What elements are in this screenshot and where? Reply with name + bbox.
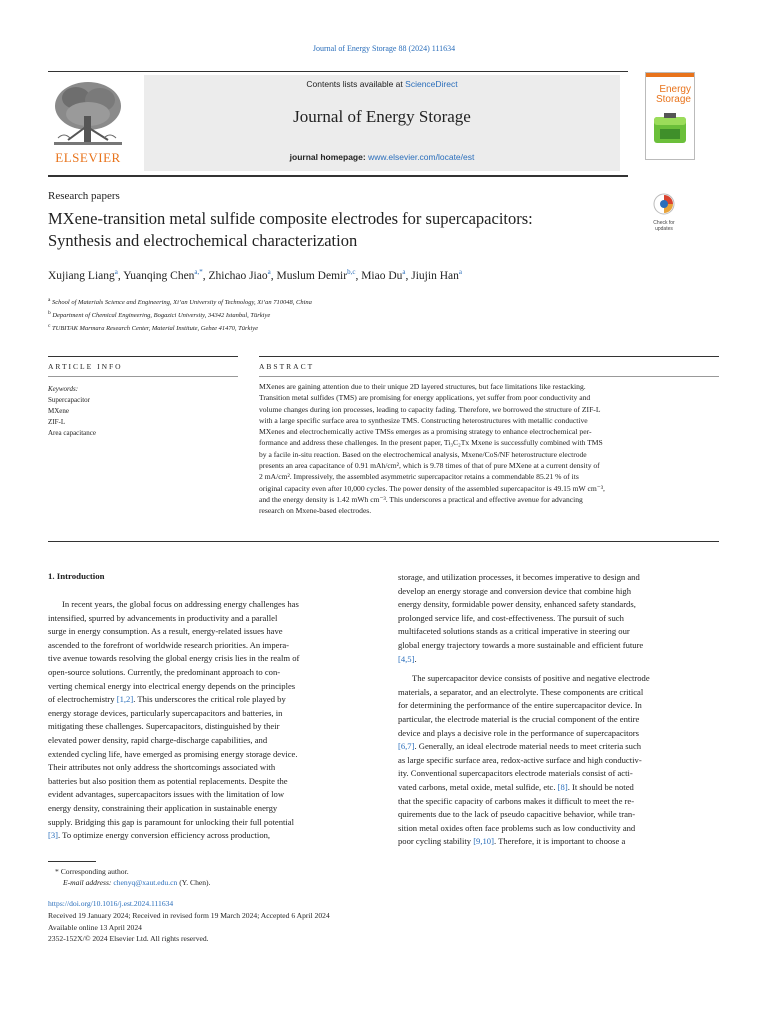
keyword: ZIF-L	[48, 418, 66, 426]
body-line: particular, the electrode material is the crucial component of the entire	[398, 713, 640, 724]
cover-battery-image	[650, 111, 690, 147]
body-line: In recent years, the global focus on addressing energy challenges has	[62, 599, 299, 609]
body-line: [6,7]. Generally, an ideal electrode material needs to meet criteria such	[398, 741, 642, 752]
article-section-label: Research papers	[48, 190, 120, 202]
abstract-line: MXenes are gaining attention due to their unique 2D layered structures, but face limitations like restacking.	[259, 382, 586, 391]
body-line: extended cycling life, have emerged as promising energy storage device.	[48, 748, 298, 759]
header-top-rule	[48, 71, 628, 72]
abstract-sub-rule	[259, 376, 719, 377]
cover-title-line1: Energy	[659, 84, 691, 95]
body-column-right	[398, 571, 719, 849]
body-line: energy density, formidable power density, enhanced safety standards,	[398, 599, 636, 610]
body-line: ascended to the forefront of worldwide research priorities. An impera-	[48, 639, 290, 650]
abstract-line: volume changes during ion processes, leading to capacity fading. Therefore, we borrowed the structure of ZIF-L	[259, 404, 601, 414]
body-line: intensified, spurred by advancements in productivity and a parallel	[48, 612, 278, 623]
abstract-top-rule	[259, 356, 719, 357]
body-line: mitigating these challenges. Supercapacitors, distinguished by their	[48, 721, 280, 732]
homepage-link[interactable]: www.elsevier.com/locate/est	[368, 152, 475, 162]
author[interactable]: Muslum Demir$^{b,c}$	[276, 268, 356, 282]
elsevier-wordmark: ELSEVIER	[55, 150, 121, 165]
body-line: as large specific surface area, redox-active surface and high conductiv-	[398, 754, 642, 765]
abstract-line: Transition metal sulfides (TMS) are promising for energy applications, yet suffer from poor conductivity and	[259, 393, 591, 403]
article-info-top-rule	[48, 356, 238, 357]
journal-reference[interactable]: Journal of Energy Storage 88 (2024) 111634	[312, 44, 456, 53]
contents-availability	[144, 79, 620, 89]
abstract-line: with a large specific surface area to synthesize TMS. Constructing heterostructures with metallic conductive	[259, 415, 588, 425]
body-line: for determining the performance of the entire supercapacitor device. In	[398, 700, 642, 711]
sciencedirect-link[interactable]: ScienceDirect	[405, 79, 458, 89]
article-metadata	[48, 898, 330, 945]
citation-link[interactable]: [9,10]	[473, 836, 494, 847]
body-line: Their attributes not only address the shortcomings associated with	[48, 762, 276, 773]
section-heading-introduction: 1. Introduction	[48, 571, 105, 581]
check-updates-icon	[652, 193, 676, 215]
body-line: develop an energy storage and conversion device that combine high	[398, 585, 631, 596]
abstract-text	[259, 381, 719, 517]
body-line: [4,5].	[398, 653, 417, 664]
email-link[interactable]: chenyq@xaut.edu.cn	[113, 878, 178, 887]
email-label: E-mail address:	[63, 878, 112, 887]
body-line: ity. Conventional supercapacitors electrode materials consist of acti-	[398, 768, 633, 779]
doi-link[interactable]: https://doi.org/10.1016/j.est.2024.111634	[48, 899, 174, 908]
check-for-updates-badge[interactable]	[650, 193, 678, 232]
body-line: of electrochemistry [1,2]. This underscores the critical role played by	[48, 694, 286, 705]
body-line: energy storage devices, particularly supercapacitors and batteries, in	[48, 707, 283, 718]
body-line: prolonged service life, and cost-effectiveness. The pursuit of such	[398, 612, 624, 623]
article-title-line2: Synthesis and electrochemical characterization	[48, 231, 358, 250]
body-line: batteries but also position them as potential replacements. Despite the	[48, 775, 288, 786]
body-line: quirements due to the lack of pseudo capacitive behavior, while tran-	[398, 809, 636, 820]
author[interactable]: Xujiang Liang$^a$	[48, 268, 118, 282]
abstract-bottom-rule	[48, 541, 719, 542]
body-line: surge in energy consumption. As a result, energy-related issues have	[48, 626, 283, 637]
article-title-line1: MXene-transition metal sulfide composite electrodes for supercapacitors:	[48, 209, 533, 228]
affiliation: $^b$ Department of Chemical Engineering, Bogazici University, 34342 Istanbul, Türkiye	[48, 310, 271, 320]
available-online: Available online 13 April 2024	[48, 922, 142, 932]
abstract-line: presents an area capacitance of 0.91 mAh/cm², which is 9.78 times of that of pure MXene at a current density of	[259, 461, 600, 471]
affiliation: $^c$ TUBITAK Marmara Research Center, Material Institute, Gebze 41470, Türkiye	[48, 323, 259, 333]
abstract-line: by a facile in-situ reaction. Based on the electrochemical analysis, Mxene/CoS/NF heterostructure electrode	[259, 449, 587, 459]
abstract-line: 2 mA/cm². Impressively, the assembled asymmetric supercapacitor retains a commendable 85.21 % of its	[259, 472, 579, 482]
check-updates-label: Check for updates	[653, 220, 675, 232]
body-line: vated carbons, metal oxide, metal sulfide, etc. [8]. It should be noted	[398, 781, 634, 792]
affiliation: $^a$ School of Materials Science and Engineering, Xi’an University of Technology, Xi’an 710048, China	[48, 297, 312, 307]
body-line: poor cycling stability [9,10]. Therefore, it is important to choose a	[398, 836, 626, 847]
abstract-line: research on Mxene-based electrodes.	[259, 506, 372, 516]
body-line: tive avenue towards resolving the global energy crisis lies in the realm of	[48, 653, 300, 664]
body-line: verting chemical energy into electrical energy depends on the principles	[48, 680, 296, 691]
affiliations	[48, 295, 648, 334]
keyword: MXene	[48, 407, 69, 415]
author-list: Xujiang Liang$^a$, Yuanqing Chen$^{a,*}$, Zhichao Jiao$^a$, Muslum Demir$^{b,c}$, Miao Du$^a$, Jiujin Han$^a$	[48, 268, 462, 282]
body-line: supply. Bridging this gap is paramount for unlocking their full potential	[48, 816, 294, 827]
email-note	[55, 877, 211, 888]
citation-link[interactable]: [3]	[48, 830, 59, 841]
keywords-block	[48, 384, 96, 439]
body-line: multifaceted solutions stands as a critical imperative in steering our	[398, 626, 630, 637]
email-suffix: (Y. Chen).	[179, 878, 211, 887]
body-column-left	[48, 598, 358, 843]
body-line: device and plays a decisive role in the performance of supercapacitors	[398, 727, 639, 738]
citation-link[interactable]: [8]	[557, 781, 568, 792]
body-line: energy density, constraining their application in sustainable energy	[48, 802, 278, 813]
abstract-line: original capacity even after 10,000 cycles. The power density of the assembled supercapacitor is 49.15 mW cm⁻³,	[259, 483, 605, 493]
body-line: elevated power density, rapid charge-discharge capabilities, and	[48, 734, 268, 745]
contents-prefix: Contents lists available at	[306, 79, 403, 89]
author[interactable]: Miao Du$^a$	[361, 268, 406, 282]
body-line: global energy trajectory towards a more sustainable and efficient future	[398, 639, 644, 650]
body-line: storage, and utilization processes, it becomes imperative to design and	[398, 572, 640, 582]
article-info-sub-rule	[48, 376, 238, 377]
abstract-line: MXenes and electrochemically active TMSs emerges as a promising strategy to enhance electrochemical per-	[259, 427, 592, 437]
body-line: evident advantages, supercapacitors issues with the limitation of low	[48, 789, 285, 800]
body-line: sition metal oxides often face problems such as low conductivity and	[398, 822, 636, 833]
citation-link[interactable]: [4,5]	[398, 653, 415, 664]
body-line: open-source solutions. Currently, the predominant approach to con-	[48, 666, 281, 677]
body-line: materials, a separator, and an electrolyte. These components are critical	[398, 686, 644, 697]
homepage-label: journal homepage:	[289, 152, 366, 162]
body-line: that the specific capacity of carbons makes it difficult to meet the re-	[398, 795, 635, 806]
body-line: [3]. To optimize energy conversion efficiency across production,	[48, 830, 271, 841]
header-bottom-rule	[48, 175, 628, 177]
citation-link[interactable]: [6,7]	[398, 741, 415, 752]
author[interactable]: Zhichao Jiao$^a$	[208, 268, 271, 282]
abstract-heading: ABSTRACT	[259, 362, 315, 371]
abstract-line: and the energy density is 1.42 mWh cm⁻³. This underscores a practical and effective avenue for advancing	[259, 494, 583, 504]
footnote	[55, 866, 211, 888]
copyright: 2352-152X/© 2024 Elsevier Ltd. All rights reserved.	[48, 934, 209, 944]
journal-title: Journal of Energy Storage	[293, 107, 471, 126]
journal-homepage	[144, 152, 620, 162]
corresponding-author-note: * Corresponding author.	[55, 867, 129, 876]
keyword: Area capacitance	[48, 429, 96, 437]
author[interactable]: Yuanqing Chen$^{a,*}$	[123, 268, 203, 282]
footnote-rule	[48, 861, 96, 862]
article-info-heading: ARTICLE INFO	[48, 362, 123, 371]
cover-title-line2: Storage	[655, 94, 691, 105]
cover-top-stripe	[646, 73, 694, 77]
keywords-label: Keywords:	[48, 385, 79, 393]
citation-link[interactable]: [1,2]	[116, 694, 134, 705]
body-line: The supercapacitor device consists of positive and negative electrode	[412, 673, 650, 684]
author[interactable]: Jiujin Han$^a$	[411, 268, 462, 282]
abstract-line: formance and address these challenges. In the present paper, Ti₃C₂Tx Mxene is successfully combined with TMS	[259, 438, 603, 448]
keyword: Supercapacitor	[48, 396, 90, 404]
article-title	[48, 208, 608, 252]
journal-cover[interactable]	[645, 72, 695, 160]
received-dates: Received 19 January 2024; Received in revised form 19 March 2024; Accepted 6 April 2024	[48, 910, 330, 920]
